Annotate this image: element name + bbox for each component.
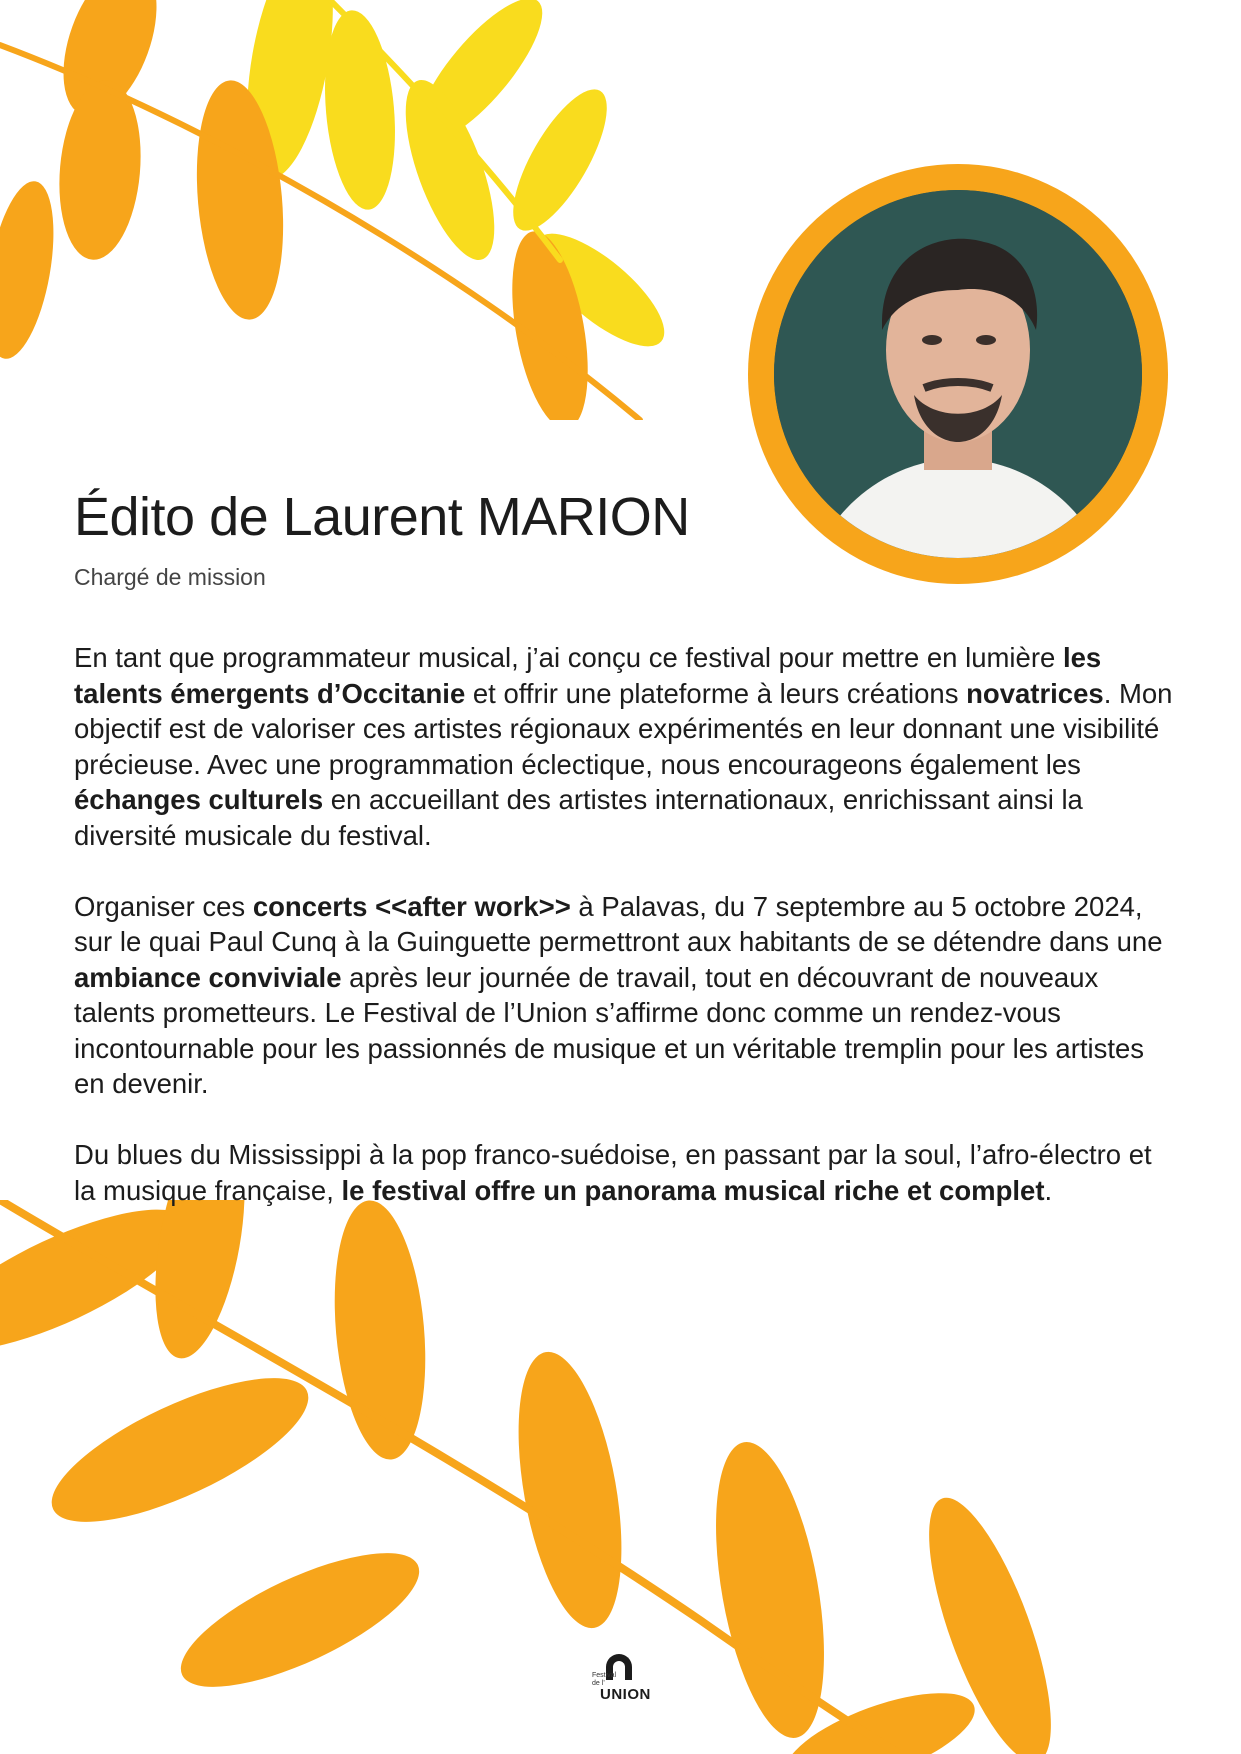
body-text: En tant que programmateur musical, j’ai conçu ce festival pour mettre en lumière	[74, 642, 1063, 673]
page-title: Édito de Laurent MARION	[74, 487, 690, 547]
logo-caption: Festival de l’	[592, 1672, 617, 1687]
portrait-photo-icon	[774, 190, 1142, 558]
portrait-frame	[748, 164, 1168, 584]
body-text: Organiser ces	[74, 890, 253, 922]
body-text: à Palavas, du 7 septembre au 5 octobre 2024, sur le quai Paul Cunq à la Guinguette permettront aux habitants de se détendre dans une	[74, 890, 1163, 957]
emphasis-text: échanges culturels	[74, 784, 324, 815]
emphasis-text: les talents émergents d’Occitanie	[74, 642, 1102, 709]
logo-wordmark: UNION	[600, 1686, 651, 1703]
paragraph	[74, 1137, 1174, 1208]
emphasis-text: concerts <<after work>>	[252, 890, 571, 922]
body-text: après leur journée de travail, tout en découvrant de nouveaux talents prometteurs. Le Festival de l’Union s’affirme donc comme un rendez-vous incontournable pour les passionnés de musique et un véritable tremplin pour les artistes en devenir.	[74, 961, 1145, 1099]
body-text: Du blues du Mississippi à la pop franco-suédoise, en passant par la soul, l’afro-électro et la musique française,	[74, 1139, 1152, 1206]
body-text: en accueillant des artistes internationaux, enrichissant ainsi la diversité musicale du festival.	[74, 784, 1083, 851]
author-role: Chargé de mission	[74, 564, 266, 590]
editorial-body	[74, 640, 1174, 1244]
portrait-photo	[774, 190, 1142, 558]
festival-logo	[592, 1652, 652, 1712]
paragraph	[74, 889, 1174, 1102]
paragraph	[74, 640, 1174, 853]
body-text: et offrir une plateforme à leurs créations	[465, 677, 967, 709]
body-text: . Mon objectif est de valoriser ces artistes régionaux expérimentés en leur donnant une visibilité précieuse. Avec une programmation éclectique, nous encourageons également les	[74, 677, 1173, 780]
emphasis-text: novatrices	[966, 677, 1104, 709]
body-text: .	[1044, 1174, 1053, 1206]
emphasis-text: ambiance conviviale	[74, 961, 342, 993]
emphasis-text: le festival offre un panorama musical riche et complet	[341, 1174, 1045, 1206]
